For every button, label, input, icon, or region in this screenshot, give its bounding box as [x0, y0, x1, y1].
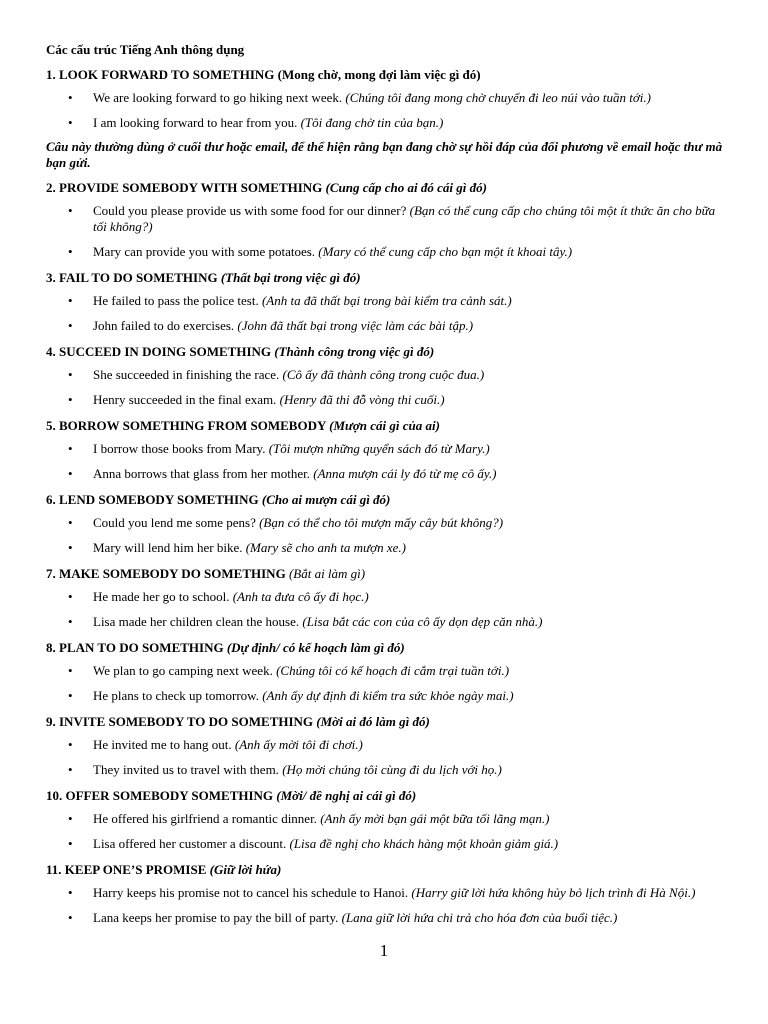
example-translation: (Anh ấy dự định đi kiểm tra sức khỏe ngày mai.)	[262, 688, 514, 703]
section-heading-translation: (Mời/ đề nghị ai cái gì đó)	[276, 788, 417, 803]
example-translation: (Chúng tôi đang mong chờ chuyến đi leo núi vào tuần tới.)	[345, 90, 651, 105]
example-sentence: Could you lend me some pens?	[93, 515, 256, 530]
bullet-icon: •	[68, 688, 73, 703]
bullet-icon: •	[68, 614, 73, 629]
example-list	[46, 367, 726, 408]
section-heading-structure: 4. SUCCEED IN DOING SOMETHING	[46, 344, 272, 359]
bullet-icon: •	[68, 515, 73, 530]
example-sentence: I am looking forward to hear from you.	[93, 115, 298, 130]
example-item	[46, 663, 726, 679]
section-4	[46, 343, 726, 408]
section-heading-structure: 3. FAIL TO DO SOMETHING	[46, 270, 218, 285]
bullet-icon: •	[68, 244, 73, 259]
section-heading	[46, 66, 726, 83]
example-translation: (Anh ta đưa cô ấy đi học.)	[232, 589, 369, 604]
example-translation: (Bạn có thể cung cấp cho chúng tôi một ít thức ăn cho bữa tối không?)	[93, 203, 716, 234]
example-item	[46, 293, 726, 309]
section-heading	[46, 861, 726, 878]
example-sentence: I borrow those books from Mary.	[93, 441, 266, 456]
section-heading	[46, 417, 726, 434]
bullet-icon: •	[68, 836, 73, 851]
example-translation: (Lisa bắt các con của cô ấy dọn dẹp căn nhà.)	[302, 614, 543, 629]
example-item	[46, 466, 726, 482]
example-sentence: She succeeded in finishing the race.	[93, 367, 280, 382]
section-8	[46, 639, 726, 704]
example-translation: (Lisa đề nghị cho khách hàng một khoản giảm giá.)	[289, 836, 559, 851]
bullet-icon: •	[68, 762, 73, 777]
bullet-icon: •	[68, 885, 73, 900]
example-list	[46, 90, 726, 131]
bullet-icon: •	[68, 589, 73, 604]
bullet-icon: •	[68, 293, 73, 308]
example-sentence: Lisa offered her customer a discount.	[93, 836, 287, 851]
section-heading	[46, 787, 726, 804]
example-translation: (Anna mượn cái ly đó từ mẹ cô ấy.)	[313, 466, 497, 481]
section-heading-translation: (Mượn cái gì của ai)	[329, 418, 440, 433]
section-heading	[46, 343, 726, 360]
example-item	[46, 392, 726, 408]
example-list	[46, 885, 726, 926]
example-item	[46, 910, 726, 926]
example-sentence: He offered his girlfriend a romantic dinner.	[93, 811, 317, 826]
example-sentence: Anna borrows that glass from her mother.	[93, 466, 310, 481]
example-item	[46, 688, 726, 704]
example-sentence: Mary can provide you with some potatoes.	[93, 244, 316, 259]
section-heading-structure: 5. BORROW SOMETHING FROM SOMEBODY	[46, 418, 326, 433]
section-heading	[46, 269, 726, 286]
section-heading-structure: 8. PLAN TO DO SOMETHING	[46, 640, 224, 655]
example-sentence: He plans to check up tomorrow.	[93, 688, 259, 703]
example-item	[46, 836, 726, 852]
section-10	[46, 787, 726, 852]
section-heading-translation: (Mời ai đó làm gì đó)	[316, 714, 430, 729]
example-list	[46, 663, 726, 704]
example-translation: (Anh ta đã thất bại trong bài kiểm tra cảnh sát.)	[261, 293, 512, 308]
example-item	[46, 614, 726, 630]
example-translation: (Mary sẽ cho anh ta mượn xe.)	[245, 540, 406, 555]
example-translation: (Mary có thể cung cấp cho bạn một ít khoai tây.)	[318, 244, 573, 259]
example-item	[46, 589, 726, 605]
section-heading-structure: 9. INVITE SOMEBODY TO DO SOMETHING	[46, 714, 314, 729]
section-6	[46, 491, 726, 556]
section-heading	[46, 639, 726, 656]
section-heading-translation: (Cung cấp cho ai đó cái gì đó)	[325, 180, 487, 195]
example-translation: (Tôi đang chờ tin của bạn.)	[300, 115, 444, 130]
document-body	[46, 41, 726, 935]
section-heading	[46, 491, 726, 508]
section-heading	[46, 565, 726, 582]
section-heading-translation: (Bắt ai làm gì)	[288, 566, 366, 581]
page-number: 1	[379, 941, 389, 960]
bullet-icon: •	[68, 737, 73, 752]
section-heading-structure: 2. PROVIDE SOMEBODY WITH SOMETHING	[46, 180, 323, 195]
section-heading-translation: (Mong chờ, mong đợi làm việc gì đó)	[277, 67, 481, 82]
bullet-icon: •	[68, 203, 73, 218]
bullet-icon: •	[68, 540, 73, 555]
example-sentence: He made her go to school.	[93, 589, 230, 604]
section-heading-translation: (Thất bại trong việc gì đó)	[220, 270, 361, 285]
example-item	[46, 737, 726, 753]
bullet-icon: •	[68, 466, 73, 481]
bullet-icon: •	[68, 663, 73, 678]
section-11	[46, 861, 726, 926]
bullet-icon: •	[68, 115, 73, 130]
example-sentence: He failed to pass the police test.	[93, 293, 259, 308]
bullet-icon: •	[68, 367, 73, 382]
example-list	[46, 811, 726, 852]
bullet-icon: •	[68, 441, 73, 456]
example-translation: (Henry đã thi đỗ vòng thi cuối.)	[279, 392, 445, 407]
section-5	[46, 417, 726, 482]
example-translation: (Chúng tôi có kế hoạch đi cắm trại tuần tới.)	[276, 663, 510, 678]
example-sentence: He invited me to hang out.	[93, 737, 232, 752]
example-sentence: John failed to do exercises.	[93, 318, 235, 333]
section-9	[46, 713, 726, 778]
example-list	[46, 441, 726, 482]
example-list	[46, 589, 726, 630]
section-heading-structure: 11. KEEP ONE’S PROMISE	[46, 862, 207, 877]
document-title: Các cấu trúc Tiếng Anh thông dụng	[46, 42, 245, 57]
example-item	[46, 115, 726, 131]
example-translation: (Họ mời chúng tôi cùng đi du lịch với họ.)	[282, 762, 502, 777]
example-translation: (Bạn có thể cho tôi mượn mấy cây bút không?)	[259, 515, 504, 530]
example-item	[46, 515, 726, 531]
section-heading-structure: 7. MAKE SOMEBODY DO SOMETHING	[46, 566, 286, 581]
example-translation: (John đã thất bại trong việc làm các bài tập.)	[237, 318, 474, 333]
section-heading-translation: (Cho ai mượn cái gì đó)	[261, 492, 391, 507]
section-heading-structure: 1. LOOK FORWARD TO SOMETHING	[46, 67, 275, 82]
example-sentence: Henry succeeded in the final exam.	[93, 392, 277, 407]
bullet-icon: •	[68, 392, 73, 407]
section-heading-structure: 10. OFFER SOMEBODY SOMETHING	[46, 788, 274, 803]
example-list	[46, 203, 726, 260]
example-translation: (Cô ấy đã thành công trong cuộc đua.)	[282, 367, 485, 382]
example-list	[46, 515, 726, 556]
usage-note: Câu này thường dùng ở cuối thư hoặc email, để thể hiện rằng bạn đang chờ sự hồi đáp của đối phương về email hoặc thư mà bạn gửi.	[46, 139, 723, 170]
example-sentence: We are looking forward to go hiking next week.	[93, 90, 343, 105]
example-item	[46, 811, 726, 827]
example-list	[46, 737, 726, 778]
example-item	[46, 441, 726, 457]
example-translation: (Lana giữ lời hứa chi trả cho hóa đơn của buổi tiệc.)	[341, 910, 618, 925]
section-3	[46, 269, 726, 334]
bullet-icon: •	[68, 90, 73, 105]
example-item	[46, 244, 726, 260]
section-heading-translation: (Giữ lời hứa)	[209, 862, 282, 877]
example-list	[46, 293, 726, 334]
example-sentence: We plan to go camping next week.	[93, 663, 273, 678]
bullet-icon: •	[68, 910, 73, 925]
section-heading	[46, 713, 726, 730]
section-1	[46, 66, 726, 171]
example-sentence: Lana keeps her promise to pay the bill of party.	[93, 910, 339, 925]
example-sentence: Could you please provide us with some food for our dinner?	[93, 203, 407, 218]
example-sentence: Harry keeps his promise not to cancel his schedule to Hanoi.	[93, 885, 409, 900]
section-heading-structure: 6. LEND SOMEBODY SOMETHING	[46, 492, 259, 507]
section-7	[46, 565, 726, 630]
example-item	[46, 203, 726, 235]
section-heading-translation: (Thành công trong việc gì đó)	[274, 344, 435, 359]
section-heading	[46, 179, 726, 196]
example-sentence: Lisa made her children clean the house.	[93, 614, 300, 629]
section-heading-translation: (Dự định/ có kế hoạch làm gì đó)	[226, 640, 405, 655]
section-2	[46, 179, 726, 260]
example-item	[46, 90, 726, 106]
bullet-icon: •	[68, 811, 73, 826]
example-sentence: They invited us to travel with them.	[93, 762, 279, 777]
example-translation: (Tôi mượn những quyển sách đó từ Mary.)	[268, 441, 490, 456]
example-item	[46, 367, 726, 383]
example-translation: (Anh ấy mời tôi đi chơi.)	[234, 737, 363, 752]
example-item	[46, 540, 726, 556]
example-item	[46, 762, 726, 778]
example-item	[46, 885, 726, 901]
bullet-icon: •	[68, 318, 73, 333]
example-translation: (Anh ấy mời bạn gái một bữa tối lãng mạn.)	[320, 811, 550, 826]
example-translation: (Harry giữ lời hứa không hủy bỏ lịch trình đi Hà Nội.)	[411, 885, 696, 900]
example-item	[46, 318, 726, 334]
sections-container	[46, 66, 726, 926]
example-sentence: Mary will lend him her bike.	[93, 540, 243, 555]
